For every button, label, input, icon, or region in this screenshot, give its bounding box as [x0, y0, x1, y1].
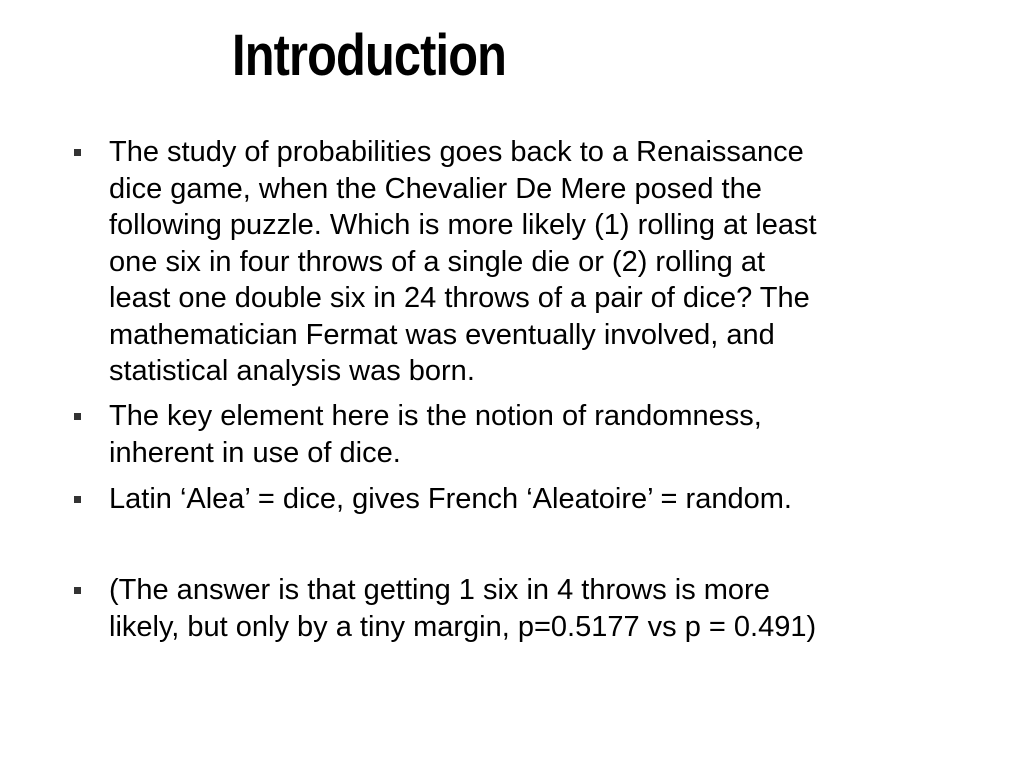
text-line: likely, but only by a tiny margin, p=0.5177 vs p = 0.491) [109, 610, 817, 643]
square-bullet-icon [74, 496, 81, 503]
slide-title: Introduction [232, 23, 507, 88]
bullet-text [109, 134, 979, 390]
text-line: Latin ‘Alea’ = dice, gives French ‘Aleatoire’ = random. [109, 483, 792, 515]
text-line: statistical analysis was born. [109, 355, 475, 387]
square-bullet-icon [74, 413, 81, 420]
text-line: following puzzle. Which is more likely (1) rolling at least [109, 209, 817, 241]
bullet-text [109, 398, 979, 471]
text-line: inherent in use of dice. [109, 436, 401, 469]
text-line: mathematician Fermat was eventually involved, and [109, 318, 775, 351]
text-line: dice game, when the Chevalier De Mere posed the [109, 172, 762, 205]
square-bullet-icon [74, 587, 81, 594]
text-line: The key element here is the notion of randomness, [109, 400, 762, 432]
square-bullet-icon [74, 149, 81, 156]
text-line: least one double six in 24 throws of a pair of dice? The [109, 282, 810, 314]
text-line: The study of probabilities goes back to a Renaissance [109, 136, 804, 168]
bullet-text [109, 481, 979, 518]
text-line: one six in four throws of a single die or (2) rolling at [109, 245, 766, 278]
bullet-text [109, 572, 979, 645]
text-line: (The answer is that getting 1 six in 4 throws is more [109, 574, 770, 606]
